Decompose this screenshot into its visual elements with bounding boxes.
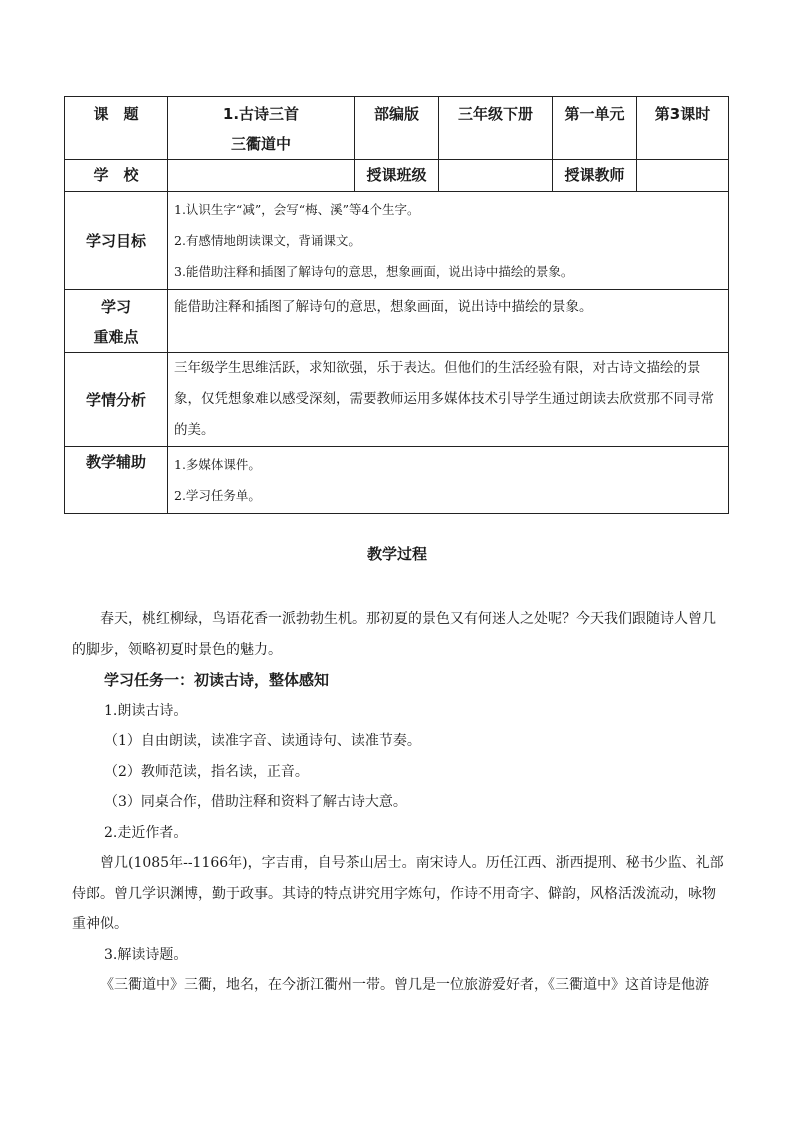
author-paragraph: 曾几(1085年--1166年)，字吉甫，自号茶山居士。南宋诗人。历任江西、浙西提刑、秘书少监、礼部侍郎。曾几学识渊博，勤于政事。其诗的特点讲究用字炼句，作诗不用奇字、僻韵，风格活泼流动，咏物重神似。 — [72, 855, 724, 932]
step1-sub-3: （3）同桌合作，借助注释和资料了解古诗大意。 — [104, 794, 407, 810]
step1-heading: 1.朗读古诗。 — [104, 702, 188, 719]
aids-label: 教学辅助 — [65, 447, 168, 514]
analysis-label: 学情分析 — [65, 353, 168, 447]
table-row-difficulty — [65, 290, 729, 353]
step3-heading: 3.解读诗题。 — [104, 946, 188, 963]
difficulty-label — [65, 290, 168, 353]
title-paragraph: 《三衢道中》三衢，地名，在今浙江衢州一带。曾几是一位旅游爱好者，《三衢道中》这首诗是他游 — [100, 977, 709, 993]
edition-cell: 部编版 — [355, 97, 439, 160]
lesson-label: 课 题 — [65, 97, 168, 160]
difficulty-label-line1: 学习 — [100, 298, 131, 316]
step2-heading: 2.走近作者。 — [104, 824, 188, 841]
aid-item-2: 2.学习任务单。 — [174, 488, 261, 503]
lesson-title — [168, 97, 355, 160]
teacher-value — [637, 160, 729, 192]
lesson-title-line2: 三衢道中 — [230, 135, 291, 153]
lesson-number-cell: 第3课时 — [637, 97, 729, 160]
process-body — [72, 604, 728, 1001]
lesson-plan-table — [64, 96, 729, 514]
table-row-goals — [65, 192, 729, 290]
process-title: 教学过程 — [366, 545, 427, 563]
goals-label: 学习目标 — [65, 192, 168, 290]
aids-content — [168, 447, 729, 514]
lesson-title-line1: 1.古诗三首 — [222, 105, 300, 123]
table-row-school — [65, 160, 729, 192]
unit-cell: 第一单元 — [553, 97, 637, 160]
table-row-aids — [65, 447, 729, 514]
difficulty-label-line2: 重难点 — [93, 328, 139, 346]
table-row-header — [65, 97, 729, 160]
teacher-label: 授课教师 — [553, 160, 637, 192]
goals-content — [168, 192, 729, 290]
class-value — [439, 160, 553, 192]
aid-item-1: 1.多媒体课件。 — [174, 457, 261, 472]
analysis-content: 三年级学生思维活跃，求知欲强，乐于表达。但他们的生活经验有限，对古诗文描绘的景象，仅凭想象难以感受深刻，需要教师运用多媒体技术引导学生通过朗读去欣赏那不同寻常的美。 — [168, 353, 729, 447]
goal-item-3: 3.能借助注释和插图了解诗句的意思，想象画面，说出诗中描绘的景象。 — [174, 264, 574, 279]
school-value — [168, 160, 355, 192]
task1-heading: 学习任务一：初读古诗，整体感知 — [104, 671, 330, 689]
goal-item-1: 1.认识生字“减”，会写“梅、溪”等4个生字。 — [174, 202, 420, 217]
goal-item-2: 2.有感情地朗读课文，背诵课文。 — [174, 233, 361, 248]
difficulty-content: 能借助注释和插图了解诗句的意思，想象画面，说出诗中描绘的景象。 — [168, 290, 729, 353]
grade-cell: 三年级下册 — [439, 97, 553, 160]
step1-sub-2: （2）教师范读，指名读，正音。 — [104, 763, 309, 780]
intro-paragraph: 春天，桃红柳绿，鸟语花香一派勃勃生机。那初夏的景色又有何迷人之处呢？今天我们跟随诗人曾几的脚步，领略初夏时景色的魅力。 — [72, 611, 716, 658]
table-row-analysis — [65, 353, 729, 447]
class-label: 授课班级 — [355, 160, 439, 192]
school-label: 学 校 — [65, 160, 168, 192]
step1-sub-1: （1）自由朗读，读准字音、读通诗句、读准节奏。 — [104, 733, 421, 749]
